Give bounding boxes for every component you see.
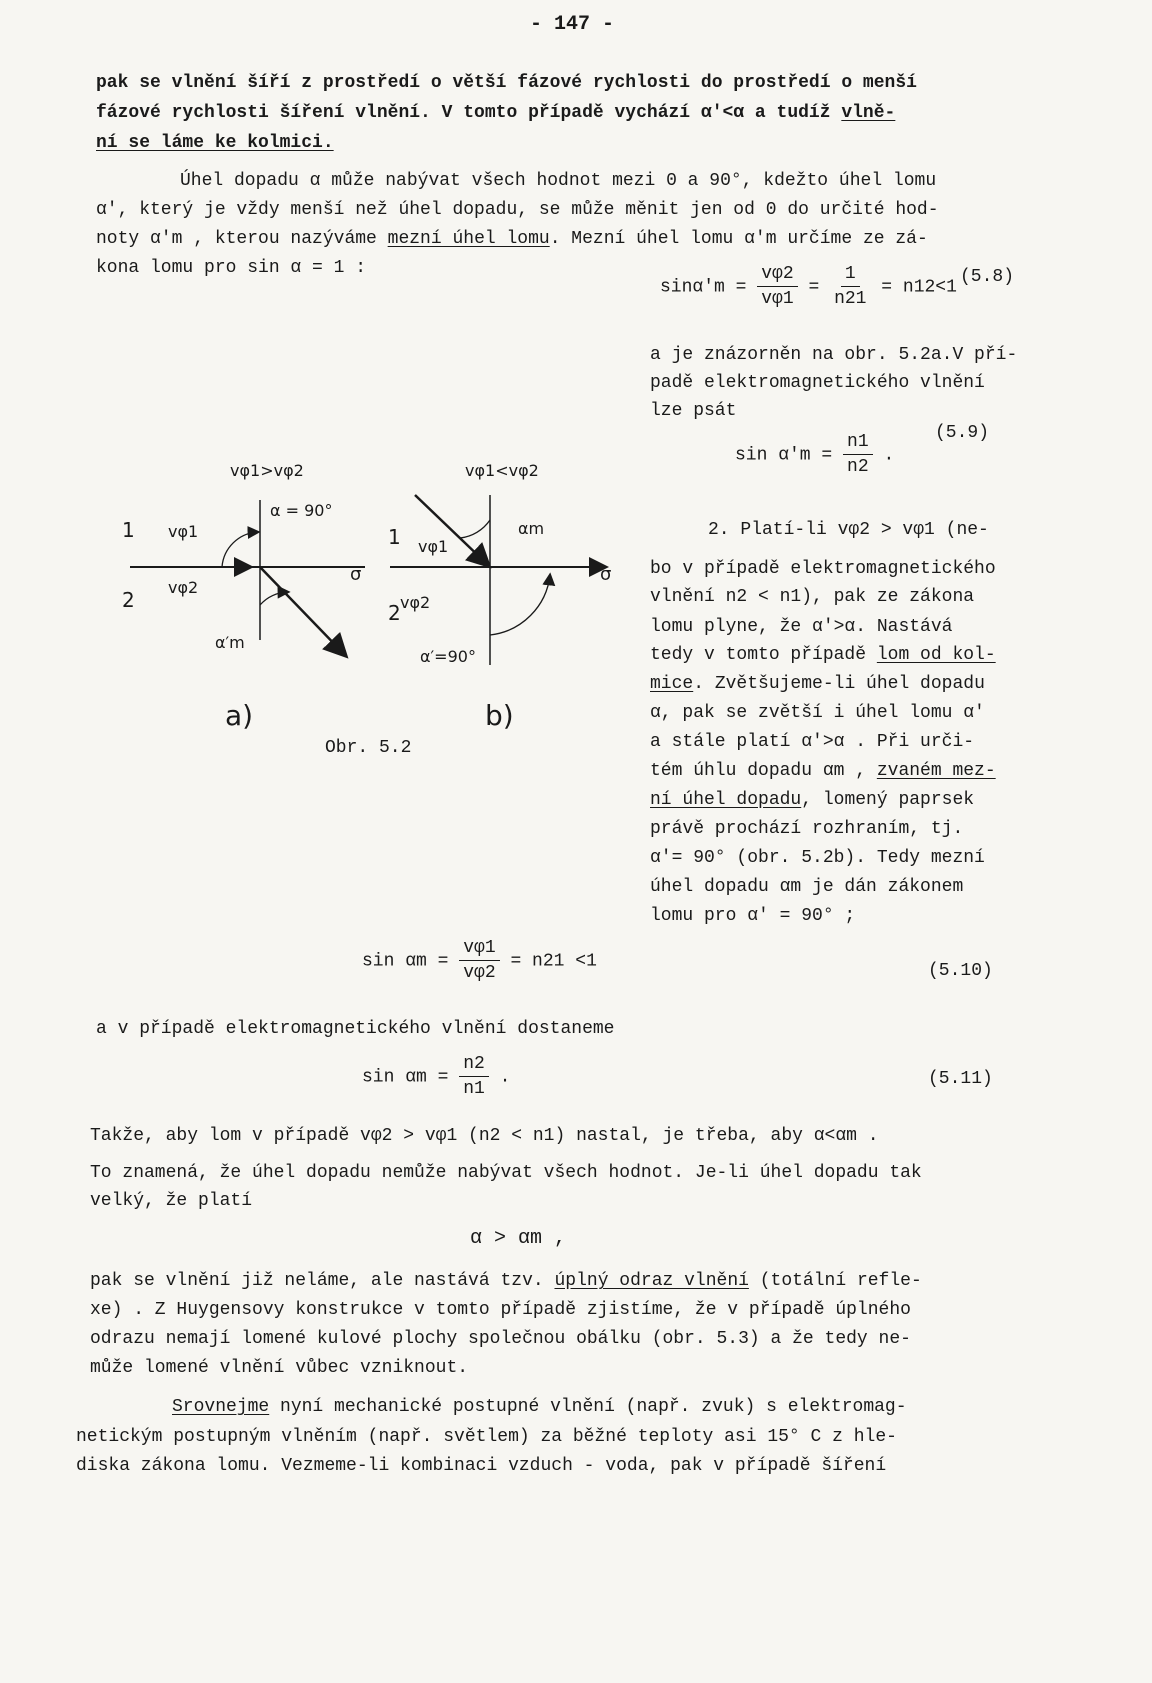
para2-line-3: velký, že platí	[90, 1191, 253, 1211]
para3-line-1: pak se vlnění již neláme, ale nastává tzv. úplný odraz vlnění (totální refle-	[90, 1271, 922, 1291]
fig-a-sigma: σ	[350, 564, 362, 585]
para1-line-4: kona lomu pro sin α = 1 :	[96, 258, 367, 278]
right-col2-line-10: ní úhel dopadu, lomený paprsek	[650, 790, 975, 810]
para4-line-1: Srovnejme nyní mechanické postupné vlnění (např. zvuk) s elektromag-	[172, 1397, 907, 1417]
equation-5-8: sinα′m = $\frac{v\varphi 2}{v\varphi 1}$ = $\frac{1}{n21}$ = n12<1	[660, 264, 957, 309]
fig-a-v2: vφ2	[168, 578, 199, 597]
para1-line-2: α′, který je vždy menší než úhel dopadu, se může měnit jen od 0 do určité hod-	[96, 200, 939, 220]
equation-5-9-label: (5.9)	[935, 423, 990, 443]
right-col2-line-1: 2. Platí-li vφ2 > vφ1 (ne-	[708, 520, 989, 540]
fig-b-sigma: σ	[600, 564, 612, 585]
equation-5-8-label: (5.8)	[960, 267, 1015, 287]
fig-a-label: a)	[225, 699, 254, 732]
equation-5-11: sin αm = $\frac{n2}{n1}$ .	[362, 1054, 511, 1099]
fig-b-medium-1: 1	[388, 525, 401, 549]
fig-b-angle-top: αm	[518, 519, 545, 538]
right-col1-line-3: lze psát	[650, 401, 737, 421]
right-col2-line-14: lomu pro α′ = 90° ;	[650, 906, 856, 926]
fig-a-medium-1: 1	[122, 518, 135, 542]
fig-b-condition: vφ1<vφ2	[465, 461, 539, 480]
inequality: α > αm ,	[470, 1227, 567, 1250]
equation-5-11-label: (5.11)	[928, 1069, 993, 1089]
para3-line-4: může lomené vlnění vůbec vzniknout.	[90, 1358, 469, 1378]
right-col2-line-3: vlnění n2 < n1), pak ze zákona	[650, 587, 975, 607]
para4-line-3: diska zákona lomu. Vezmeme-li kombinaci vzduch - voda, pak v případě šíření	[76, 1456, 887, 1476]
intro-line-2: fázové rychlosti šíření vlnění. V tomto případě vychází α′<α a tudíž vlně-	[96, 103, 896, 123]
para3-line-3: odrazu nemají lomené kulové plochy společnou obálku (obr. 5.3) a že tedy ne-	[90, 1329, 911, 1349]
para3-line-2: xe) . Z Huygensovy konstrukce v tomto případě zjistíme, že v případě úplného	[90, 1300, 911, 1320]
right-col2-line-8: a stále platí α′>α . Při urči-	[650, 732, 975, 752]
fig-a-v1: vφ1	[168, 522, 199, 541]
fig-a-angle-top: α = 90°	[270, 501, 333, 520]
para1-line-3: noty α′m , kterou nazýváme mezní úhel lomu. Mezní úhel lomu α′m určíme ze zá-	[96, 229, 928, 249]
fig-b-medium-2: 2	[388, 601, 401, 625]
fig-b-v2: vφ2	[400, 593, 431, 612]
right-col2-line-5: tedy v tomto případě lom od kol-	[650, 645, 996, 665]
figure-caption: Obr. 5.2	[325, 738, 412, 758]
para1-line-1: Úhel dopadu α může nabývat všech hodnot mezi 0 a 90°, kdežto úhel lomu	[180, 171, 937, 191]
right-col1-line-1: a je znázorněn na obr. 5.2a.V pří-	[650, 345, 1018, 365]
right-col2-line-7: α, pak se zvětší i úhel lomu α′	[650, 703, 985, 723]
para4-line-2: netickým postupným vlněním (např. světlem) za běžné teploty asi 15° C z hle-	[76, 1427, 897, 1447]
right-col2-line-11: právě prochází rozhraním, tj.	[650, 819, 964, 839]
right-col2-line-13: úhel dopadu αm je dán zákonem	[650, 877, 964, 897]
fig-b-angle-bottom: α′=90°	[420, 647, 476, 666]
mid-line: a v případě elektromagnetického vlnění dostaneme	[96, 1019, 615, 1039]
fig-a-angle-bottom: α′m	[215, 633, 245, 652]
right-col2-line-2: bo v případě elektromagnetického	[650, 559, 996, 579]
equation-5-10: sin αm = $\frac{v\varphi 1}{v\varphi 2}$ = n21 <1	[362, 938, 597, 983]
fig-b-label: b)	[485, 699, 514, 732]
right-col2-line-9: tém úhlu dopadu αm , zvaném mez-	[650, 761, 996, 781]
right-col2-line-6: mice. Zvětšujeme-li úhel dopadu	[650, 674, 985, 694]
para2-line-2: To znamená, že úhel dopadu nemůže nabývat všech hodnot. Je-li úhel dopadu tak	[90, 1163, 922, 1183]
right-col2-line-12: α′= 90° (obr. 5.2b). Tedy mezní	[650, 848, 985, 868]
equation-5-10-label: (5.10)	[928, 961, 993, 981]
figure-part-a	[122, 461, 365, 732]
fig-b-v1: vφ1	[418, 537, 449, 556]
right-col1-line-2: padě elektromagnetického vlnění	[650, 373, 985, 393]
intro-line-3: ní se láme ke kolmici.	[96, 133, 334, 153]
page-number: - 147 -	[530, 13, 615, 36]
fig-a-medium-2: 2	[122, 588, 135, 612]
figure-part-b	[388, 461, 611, 732]
fig-a-condition: vφ1>vφ2	[230, 461, 304, 480]
para2-line-1: Takže, aby lom v případě vφ2 > vφ1 (n2 < n1) nastal, je třeba, aby α<αm .	[90, 1126, 879, 1146]
intro-line-1: pak se vlnění šíří z prostředí o větší fázové rychlosti do prostředí o menší	[96, 73, 917, 93]
right-col2-line-4: lomu plyne, že α′>α. Nastává	[650, 617, 953, 637]
equation-5-9: sin α′m = $\frac{n1}{n2}$ .	[735, 432, 895, 477]
